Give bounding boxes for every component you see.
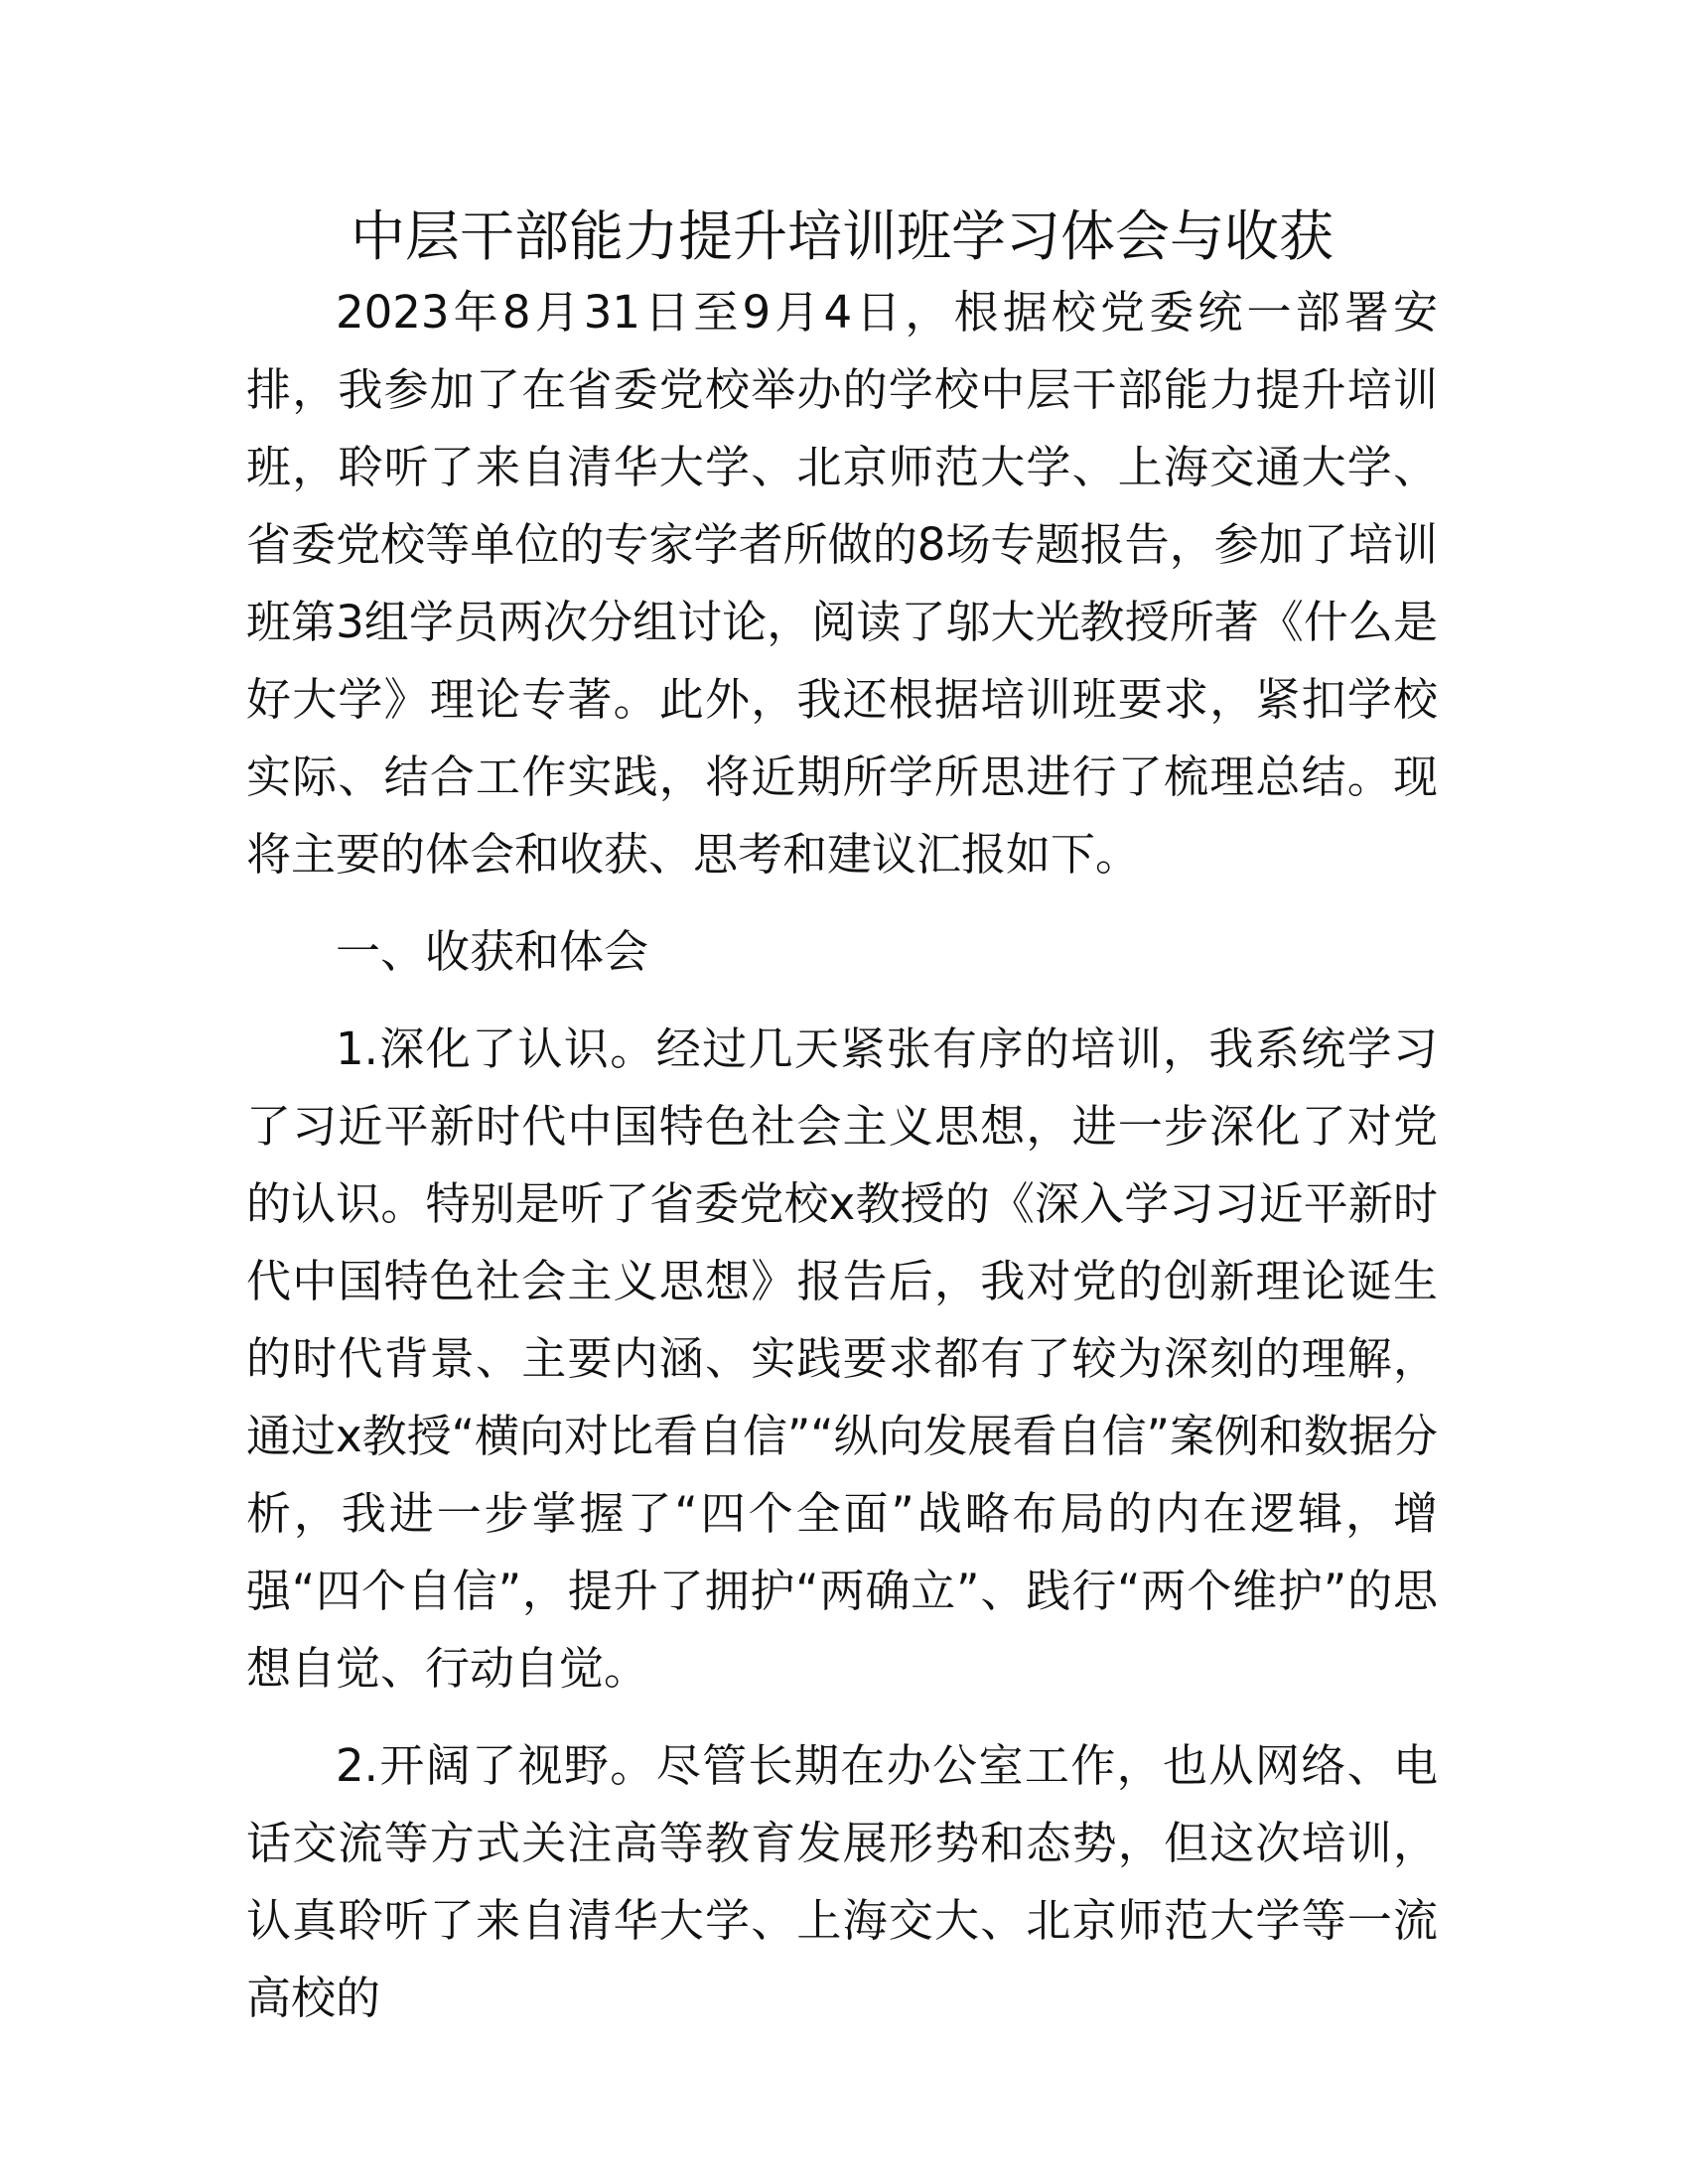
point-1-paragraph: 1.深化了认识。经过几天紧张有序的培训，我系统学习了习近平新时代中国特色社会主义思想，进一步深化了对党的认识。特别是听了省委党校x教授的《深入学习习近平新时代中国特色社会主义思想》报告后，我对党的创新理论诞生的时代背景、主要内涵、实践要求都有了较为深刻的理解，通过x教授“横向对比看自信”“纵向发展看自信”案例和数据分析，我进一步掌握了“四个全面”战略布局的内在逻辑，增强“四个自信”，提升了拥护“两确立”、践行“两个维护”的思想自觉、行动自觉。	[246, 1023, 1438, 1695]
document-page	[246, 199, 1438, 2037]
intro-paragraph: 2023年8月31日至9月4日，根据校党委统一部署安排，我参加了在省委党校举办的学校中层干部能力提升培训班，聆听了来自清华大学、北京师范大学、上海交通大学、省委党校等单位的专家学者所做的8场专题报告，参加了培训班第3组学员两次分组讨论，阅读了邬大光教授所著《什么是好大学》理论专著。此外，我还根据培训班要求，紧扣学校实际、结合工作实践，将近期所学所思进行了梳理总结。现将主要的体会和收获、思考和建议汇报如下。	[246, 286, 1438, 881]
section-heading: 一、收获和体会	[336, 925, 649, 978]
point-2-paragraph: 2.开阔了视野。尽管长期在办公室工作，也从网络、电话交流等方式关注高等教育发展形势和态势，但这次培训，认真聆听了来自清华大学、上海交大、北京师范大学等一流高校的	[246, 1739, 1438, 2024]
document-title: 中层干部能力提升培训班学习体会与收获	[350, 205, 1334, 268]
